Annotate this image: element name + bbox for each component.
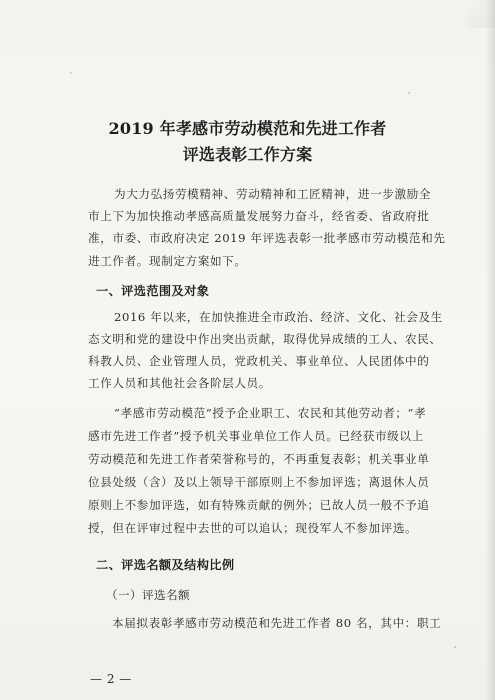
intro-line: 市上下为加快推动孝感高质量发展努力奋斗，经省委、省政府批 — [88, 209, 430, 223]
section-2-subheading: （一）评选名额 — [106, 588, 190, 602]
section-1-paragraph-1-line: 科教人员、企业管理人员，党政机关、事业单位、人民团体中的 — [88, 354, 430, 368]
intro-line: 为大力弘扬劳模精神、劳动精神和工匠精神，进一步激励全 — [114, 187, 432, 201]
section-1-paragraph-2-line: 劳动模范和先进工作者荣誉称号的，不再重复表彰；机关事业单 — [88, 452, 430, 466]
scan-speck — [408, 92, 410, 94]
intro-line: 准，市委、市政府决定 2019 年评选表彰一批孝感市劳动模范和先 — [88, 231, 446, 245]
section-1-paragraph-2-line: 感市先进工作者”授予机关事业单位工作人员。已经获市级以上 — [88, 429, 424, 443]
section-1-heading: 一、评选范围及对象 — [96, 284, 210, 298]
section-1-paragraph-1-line: 工作人员和其他社会各阶层人员。 — [88, 376, 271, 390]
section-1-paragraph-2-line: 授，但在评审过程中去世的可以追认；现役军人不参加评选。 — [88, 521, 418, 535]
section-1-paragraph-2-line: 位县处级（含）及以上领导干部原则上不参加评选；离退休人员 — [88, 475, 430, 489]
section-2-paragraph-line: 本届拟表彰孝感市劳动模范和先进工作者 80 名，其中：职工 — [112, 616, 442, 630]
scan-speck — [454, 646, 456, 648]
page-number: — 2 — — [90, 672, 132, 686]
document-title-line-1: 2019 年孝感市劳动模范和先进工作者 — [108, 119, 387, 138]
section-2-heading: 二、评选名额及结构比例 — [96, 558, 235, 572]
page-edge-shadow — [485, 0, 495, 700]
scan-speck — [70, 72, 72, 74]
section-1-paragraph-1-line: 态文明和党的建设中作出突出贡献，取得优异成绩的工人、农民、 — [88, 332, 442, 346]
section-1-paragraph-2-line: 原则上不参加评选，如有特殊贡献的例外；已故人员一般不予追 — [88, 498, 430, 512]
intro-line: 进工作者。现制定方案如下。 — [88, 254, 247, 268]
section-1-paragraph-1-line: 2016 年以来，在加快推进全市政治、经济、文化、社会及生 — [114, 310, 443, 324]
document-title-line-2: 评选表彰工作方案 — [182, 145, 313, 164]
section-1-paragraph-2-line: “孝感市劳动模范”授予企业职工、农民和其他劳动者；“孝 — [114, 406, 427, 420]
page-corner-shading — [465, 0, 495, 28]
